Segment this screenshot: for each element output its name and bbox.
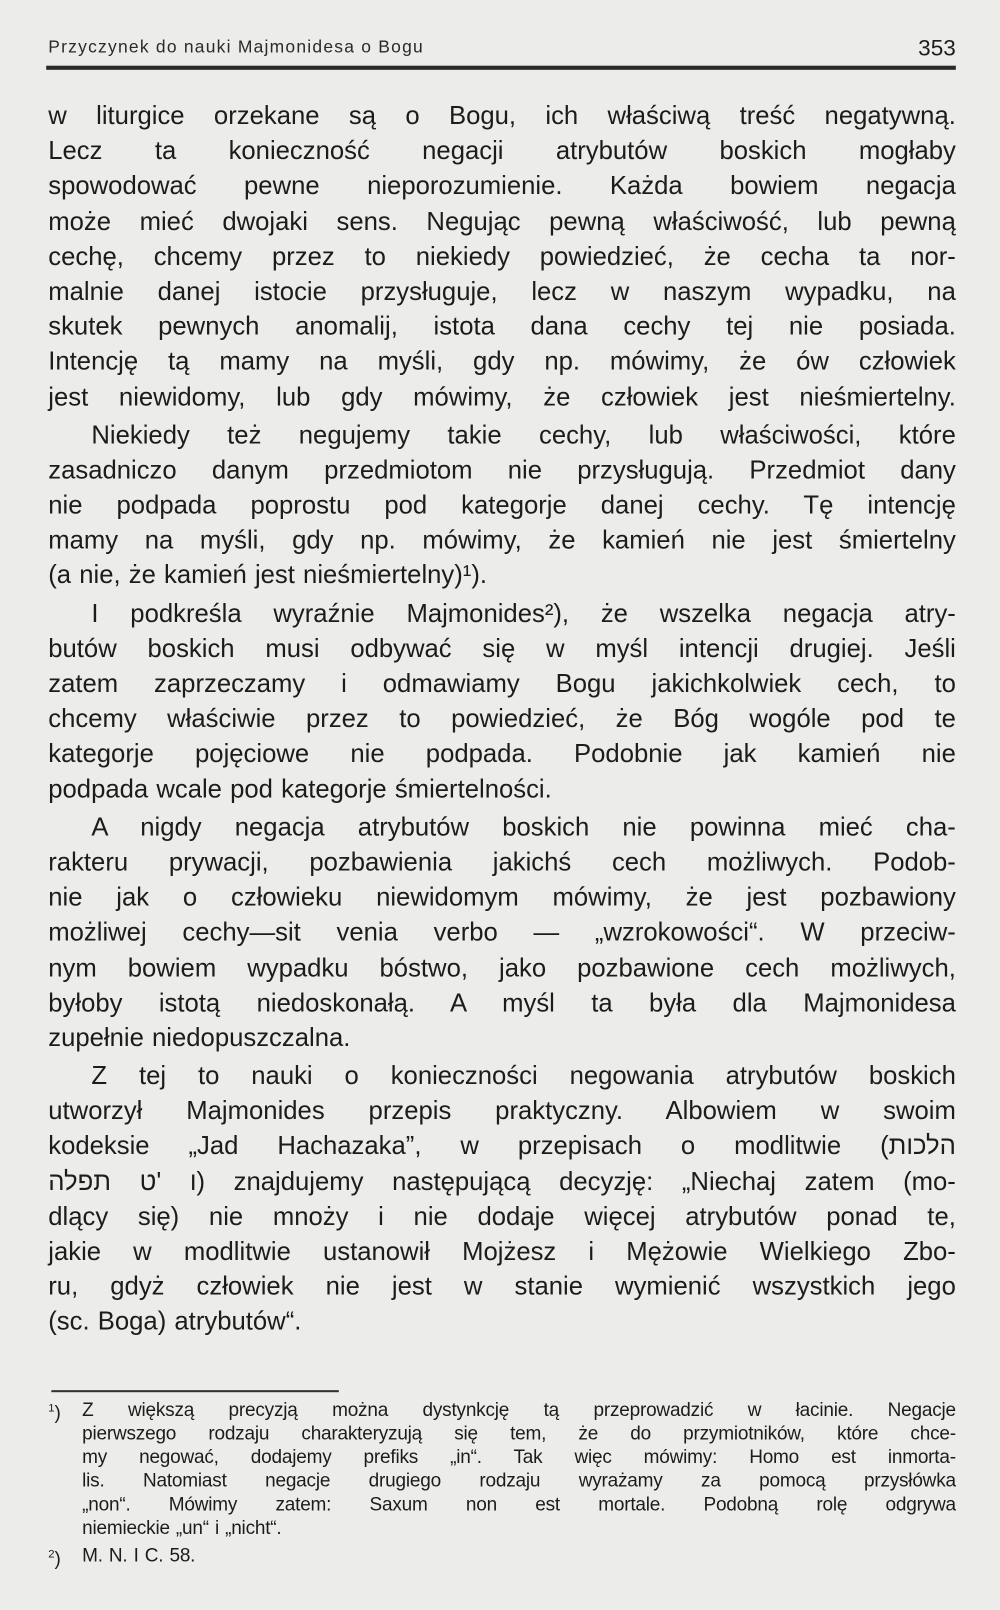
- footnote-line: lis. Natomiast negacje drugiego rodzaju wyrażamy za pomocą przysłówka: [82, 1469, 956, 1491]
- text-line: jakie w modlitwie ustanowił Mojżesz i Mężowie Wielkiego Zbo-: [48, 1237, 956, 1266]
- footnote-line: my negować, dodajemy prefiks „in“. Tak więc mówimy: Homo est inmorta-: [82, 1445, 956, 1468]
- paragraph: [48, 596, 956, 807]
- footnote-line: M. N. I C. 58.: [82, 1544, 196, 1566]
- paragraph: [48, 1059, 956, 1340]
- header-rule: [46, 66, 956, 70]
- text-line: nym bowiem wypadku bóstwo, jako pozbawione cech możliwych,: [48, 953, 956, 983]
- paragraph: [48, 810, 956, 1056]
- text-line: I podkreśla wyraźnie Majmonides²), że wszelka negacja atry-: [91, 599, 956, 628]
- footnote-line: „non“. Mówimy zatem: Saxum non est mortale. Podobną rolę odgrywa: [82, 1492, 956, 1515]
- text-line: byłoby istotą niedoskonałą. A myśl ta była dla Majmonidesa: [48, 988, 956, 1018]
- text-line: ru, gdyż człowiek nie jest w stanie wymienić wszystkich jego: [48, 1272, 956, 1302]
- text-line: zasadniczo danym przedmiotom nie przysługują. Przedmiot dany: [48, 455, 956, 485]
- footnote-mark: $^1$): [48, 1401, 61, 1424]
- footnote-line: niemieckie „un“ i „nicht“.: [82, 1516, 282, 1538]
- text-line: zupełnie niedopuszczalna.: [48, 1023, 351, 1053]
- text-line: nie jak o człowieku niewidomym mówimy, że jest pozbawiony: [48, 883, 956, 912]
- text-line: Intencję tą mamy na myśli, gdy np. mówimy, że ów człowiek: [48, 347, 956, 377]
- text-line: rakteru prywacji, pozbawienia jakichś cech możliwych. Podob-: [48, 847, 956, 877]
- body-text: [48, 99, 956, 1343]
- footnote-number: 1: [48, 1402, 55, 1415]
- text-line: jest niewidomy, lub gdy mówimy, że człowiek jest nieśmiertelny.: [48, 382, 956, 412]
- text-line: cechę, chcemy przez to niekiedy powiedzieć, że cecha ta nor-: [48, 242, 956, 271]
- text-line: Niekiedy też negujemy takie cechy, lub właściwości, które: [91, 420, 956, 450]
- running-head: [48, 34, 956, 62]
- footnote-mark: $^2$): [48, 1547, 61, 1569]
- paragraph: [48, 99, 956, 415]
- text-line: utworzył Majmonides przepis praktyczny. Albowiem w swoim: [48, 1096, 956, 1126]
- text-line: Lecz ta konieczność negacji atrybutów boskich mogłaby: [48, 136, 956, 166]
- text-line: chcemy właściwie przez to powiedzieć, że Bóg wogóle pod te: [48, 704, 956, 734]
- text-line: mamy na myśli, gdy np. mówimy, że kamień nie jest śmiertelny: [48, 525, 956, 555]
- text-line: malnie danej istocie przysługuje, lecz w naszym wypadku, na: [48, 277, 956, 306]
- text-line: Z tej to nauki o konieczności negowania atrybutów boskich: [91, 1061, 956, 1091]
- running-title: Przyczynek do nauki Majmonidesa o Bogu: [48, 36, 424, 57]
- footnote-number: 2: [48, 1548, 55, 1561]
- footnote-line: Z większą precyzją można dystynkcję tą przeprowadzić w łacinie. Negacje: [82, 1398, 956, 1420]
- text-line: może mieć dwojaki sens. Negując pewną właściwość, lub pewną: [48, 206, 956, 236]
- text-line: A nigdy negacja atrybutów boskich nie powinna mieć cha-: [91, 812, 956, 842]
- paragraph: [48, 418, 956, 594]
- footnote-rule: [51, 1390, 338, 1392]
- text-line: butów boskich musi odbywać się w myśl intencji drugiej. Jeśli: [48, 634, 956, 664]
- text-line: możliwej cechy—sit venia verbo — „wzrokowości“. W przeciw-: [48, 918, 956, 947]
- text-line: kodeksie „Jad Hachazaka”, w przepisach o modlitwie (הלכות: [48, 1131, 956, 1161]
- text-line: (a nie, że kamień jest nieśmiertelny)¹).: [48, 561, 488, 590]
- text-line: skutek pewnych anomalij, istota dana cechy tej nie posiada.: [48, 312, 956, 341]
- text-line: w liturgice orzekane są o Bogu, ich właściwą treść negatywną.: [48, 101, 956, 131]
- page-number: 353: [918, 34, 956, 61]
- text-line: spowodować pewne nieporozumienie. Każda bowiem negacja: [48, 171, 956, 201]
- text-line: nie podpada poprostu pod kategorje danej cechy. Tę intencję: [48, 490, 956, 520]
- footnote-line: pierwszego rodzaju charakteryzują się tem, że do przymiotników, które chce-: [82, 1421, 956, 1444]
- text-line: zatem zaprzeczamy i odmawiamy Bogu jakichkolwiek cech, to: [48, 669, 956, 699]
- footnote: [48, 1397, 956, 1539]
- text-line: kategorje pojęciowe nie podpada. Podobnie jak kamień nie: [48, 739, 956, 769]
- footnote: [48, 1543, 956, 1567]
- text-line: (sc. Boga) atrybutów“.: [48, 1307, 302, 1337]
- text-line: ו 'ט תפלה) znajdujemy następującą decyzję: „Niechaj zatem (mo-: [48, 1166, 956, 1196]
- text-line: podpada wcale pod kategorje śmiertelności.: [48, 774, 552, 804]
- text-line: dlący się) nie mnoży i nie dodaje więcej atrybutów ponad te,: [48, 1202, 956, 1231]
- footnotes: [48, 1397, 956, 1569]
